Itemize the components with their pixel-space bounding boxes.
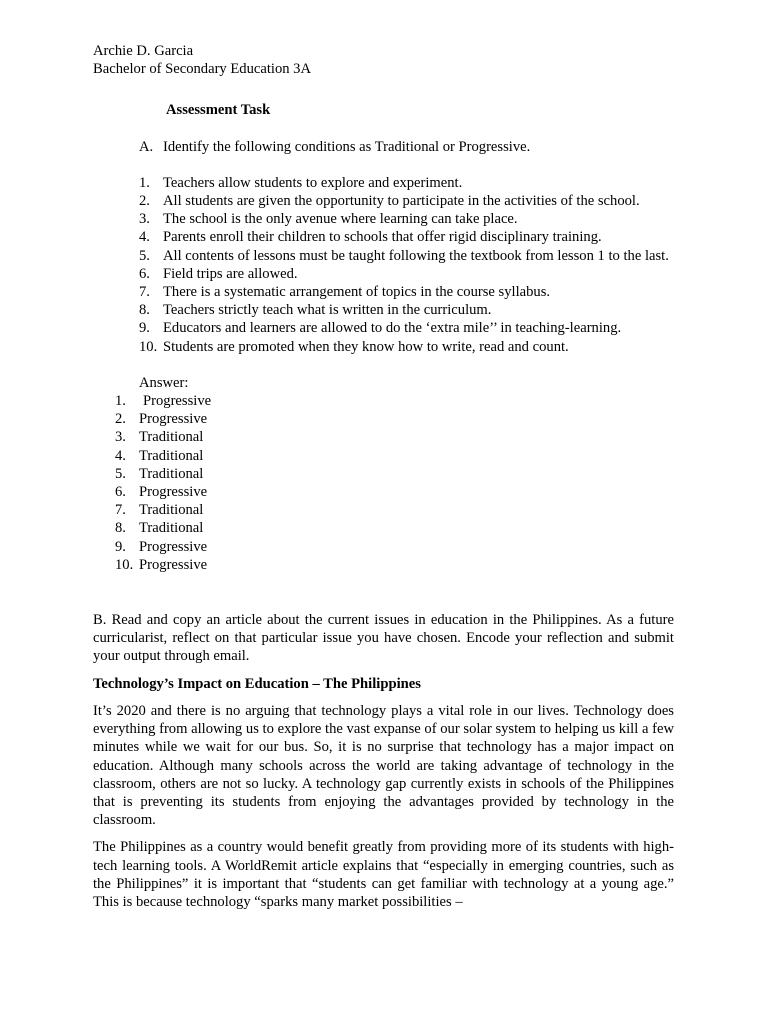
item-number: 2. bbox=[139, 193, 150, 210]
list-item bbox=[93, 538, 674, 556]
answer-text: Traditional bbox=[139, 447, 204, 464]
document-page bbox=[93, 42, 674, 911]
part-a-instruction bbox=[93, 138, 674, 156]
item-number: 9. bbox=[139, 320, 150, 337]
answer-label: Answer: bbox=[139, 374, 189, 391]
answer-text: Progressive bbox=[139, 538, 208, 555]
answer-number: 1. bbox=[115, 393, 126, 410]
article-paragraph-1: It’s 2020 and there is no arguing that technology plays a vital role in our lives. Technology does everything from allowing us to explore the vast expanse of our solar system to helping us kill a few minutes while we wait for our bus. So, it is no surprise that technology has a major impact on education. Although many schools across the world are taking advantage of technology in the classroom, others are not so lucky. A technology gap currently exists in schools of the Philippines that is preventing its students from enjoying the advantages provided by technology in the classroom. bbox=[93, 702, 674, 829]
answer-text: Traditional bbox=[139, 465, 204, 482]
question-list bbox=[93, 174, 674, 356]
item-number: 4. bbox=[139, 229, 150, 246]
item-text: All contents of lessons must be taught following the textbook from lesson 1 to the last. bbox=[163, 247, 669, 264]
list-item bbox=[93, 501, 674, 519]
item-number: 10. bbox=[139, 338, 158, 355]
item-number: 5. bbox=[139, 247, 150, 264]
item-number: 6. bbox=[139, 265, 150, 282]
list-item bbox=[93, 556, 674, 574]
item-number: 7. bbox=[139, 284, 150, 301]
page-title: Assessment Task bbox=[166, 102, 271, 119]
author-course: Bachelor of Secondary Education 3A bbox=[93, 61, 312, 78]
list-item bbox=[93, 319, 674, 337]
item-text: Parents enroll their children to schools that offer rigid disciplinary training. bbox=[163, 229, 602, 246]
list-item bbox=[93, 410, 674, 428]
article-paragraph-2: The Philippines as a country would benefit greatly from providing more of its students with high-tech learning tools. A WorldRemit article explains that “especially in emerging countries, such as the Philippines” it is important that “students can get familiar with technology at a young age.” This is because technology “sparks many market possibilities – bbox=[93, 839, 674, 910]
answer-number: 2. bbox=[115, 411, 126, 428]
answer-number: 6. bbox=[115, 484, 126, 501]
list-item bbox=[93, 338, 674, 356]
list-item bbox=[93, 192, 674, 210]
answer-text: Traditional bbox=[139, 429, 204, 446]
list-item bbox=[93, 283, 674, 301]
answer-list bbox=[93, 392, 674, 574]
answer-text: Progressive bbox=[139, 556, 208, 573]
list-item bbox=[93, 210, 674, 228]
answer-number: 4. bbox=[115, 447, 126, 464]
answer-number: 7. bbox=[115, 502, 126, 519]
item-text: Teachers allow students to explore and experiment. bbox=[163, 174, 463, 191]
item-text: The school is the only avenue where learning can take place. bbox=[163, 211, 518, 228]
answer-text: Traditional bbox=[139, 520, 204, 537]
answer-number: 3. bbox=[115, 429, 126, 446]
author-name: Archie D. Garcia bbox=[93, 43, 194, 59]
list-item bbox=[93, 483, 674, 501]
answer-number: 9. bbox=[115, 538, 126, 555]
item-number: 3. bbox=[139, 211, 150, 228]
list-item bbox=[93, 519, 674, 537]
list-item bbox=[93, 247, 674, 265]
list-item bbox=[93, 301, 674, 319]
item-text: Field trips are allowed. bbox=[163, 265, 298, 282]
answer-text: Progressive bbox=[139, 411, 208, 428]
list-item bbox=[93, 174, 674, 192]
list-item bbox=[93, 465, 674, 483]
answer-number: 5. bbox=[115, 465, 126, 482]
part-a-instruction-text: Identify the following conditions as Traditional or Progressive. bbox=[163, 138, 531, 155]
item-number: 8. bbox=[139, 302, 150, 319]
answer-number: 10. bbox=[115, 556, 134, 573]
answer-number: 8. bbox=[115, 520, 126, 537]
item-text: All students are given the opportunity to participate in the activities of the school. bbox=[163, 193, 640, 210]
item-text: Educators and learners are allowed to do the ‘extra mile’’ in teaching-learning. bbox=[163, 320, 622, 337]
list-item bbox=[93, 392, 674, 410]
list-item bbox=[93, 228, 674, 246]
item-text: Students are promoted when they know how to write, read and count. bbox=[163, 338, 569, 355]
item-text: Teachers strictly teach what is written in the curriculum. bbox=[163, 302, 492, 319]
list-item bbox=[93, 428, 674, 446]
item-text: There is a systematic arrangement of topics in the course syllabus. bbox=[163, 284, 551, 301]
answer-text: Traditional bbox=[139, 502, 204, 519]
list-item bbox=[93, 265, 674, 283]
part-a-marker: A. bbox=[139, 138, 154, 155]
part-b-instruction: B. Read and copy an article about the current issues in education in the Philippines. As a future curricularist, reflect on that particular issue you have chosen. Encode your reflection and submit your output through email. bbox=[93, 612, 674, 665]
answer-text: Progressive bbox=[139, 484, 208, 501]
answer-text: Progressive bbox=[143, 393, 212, 410]
article-title: Technology’s Impact on Education – The Philippines bbox=[93, 675, 421, 692]
list-item bbox=[93, 447, 674, 465]
item-number: 1. bbox=[139, 174, 150, 191]
